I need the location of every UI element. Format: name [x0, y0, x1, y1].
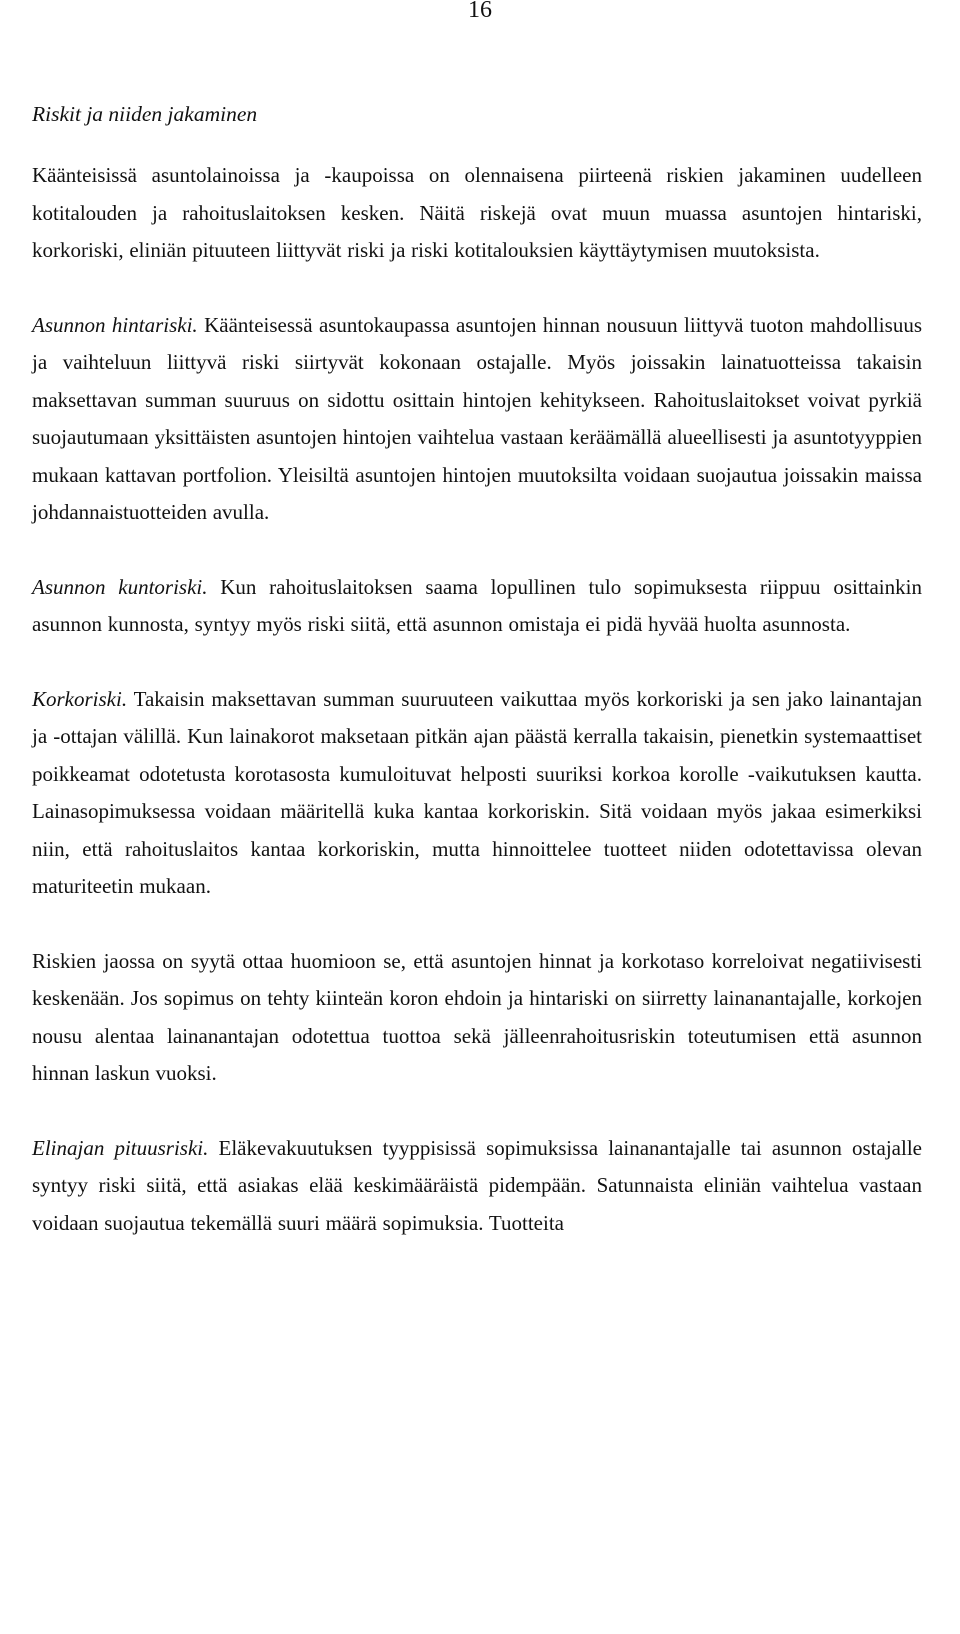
paragraph-korkoriski — [32, 681, 922, 906]
document-body — [32, 96, 922, 1242]
paragraph-lead: Elinajan pituusriski. — [32, 1135, 209, 1160]
paragraph-text: Käänteisessä asuntokaupassa asuntojen hinnan nousuun liittyvä tuoton mahdollisuus ja vaihteluun liittyvä riski siirtyvät kokonaan ostajalle. Myös joissakin lainatuotteissa takaisin maksettavan summan suuruus on sidottu osittain hintojen kehitykseen. Rahoituslaitokset voivat pyrkiä suojautumaan yksittäisten asuntojen hintojen vaihtelua vastaan keräämällä alueellisesti ja asuntotyyppien mukaan kattavan portfolion. Yleisiltä asuntojen hintojen muutoksilta voidaan suojautua joissakin maissa johdannaistuotteiden avulla. — [32, 312, 922, 524]
paragraph-asunnon-kuntoriski — [32, 569, 922, 644]
paragraph-lead: Korkoriski. — [32, 686, 128, 711]
paragraph-lead: Asunnon kuntoriski. — [32, 574, 208, 599]
paragraph-text: Takaisin maksettavan summan suuruuteen vaikuttaa myös korkoriski ja sen jako lainantajan ja -ottajan välillä. Kun lainakorot maksetaan pitkän ajan päästä kerralla takaisin, pienetkin systemaattiset poikkeamat odotetusta korotasosta kumuloituvat helposti suuriksi korkoa korolle -vaikutuksen kautta. Lainasopimuksessa voidaan määritellä kuka kantaa korkoriskin. Sitä voidaan myös jakaa esimerkiksi niin, että rahoituslaitos kantaa korkoriskin, mutta hinnoittelee tuotteet niiden odotettavissa olevan maturiteetin mukaan. — [32, 686, 922, 898]
paragraph-intro — [32, 157, 922, 270]
paragraph-text: Riskien jaossa on syytä ottaa huomioon se, että asuntojen hinnat ja korkotaso korreloivat negatiivisesti keskenään. Jos sopimus on tehty kiinteän koron ehdoin ja hintariski on siirretty lainanantajalle, korkojen nousu alentaa lainanantajan odotettua tuottoa sekä jälleenrahoitusriskin toteutumisen että asunnon hinnan laskun vuoksi. — [32, 948, 922, 1085]
paragraph-elinajan-pituusriski — [32, 1130, 922, 1243]
paragraph-text: Kun rahoituslaitoksen saama lopullinen tulo sopimuksesta riippuu osittainkin asunnon kunnosta, syntyy myös riski siitä, että asunnon omistaja ei pidä hyvää huolta asunnosta. — [32, 574, 922, 636]
paragraph-lead: Asunnon hintariski. — [32, 312, 198, 337]
paragraph-text: Eläkevakuutuksen tyyppisissä sopimuksissa lainanantajalle tai asunnon ostajalle syntyy riski siitä, että asiakas elää keskimääräistä pidempään. Satunnaista eliniän vaihtelua vastaan voidaan suojautua tekemällä suuri määrä sopimuksia. Tuotteita — [32, 1135, 922, 1235]
paragraph-riskien-jaossa — [32, 943, 922, 1093]
paragraph-text: Käänteisissä asuntolainoissa ja -kaupoissa on olennaisena piirteenä riskien jakaminen uudelleen kotitalouden ja rahoituslaitoksen kesken. Näitä riskejä ovat muun muassa asuntojen hintariski, korkoriski, eliniän pituuteen liittyvät riski ja riski kotitalouksien käyttäytymisen muutoksista. — [32, 163, 922, 262]
paragraph-asunnon-hintariski — [32, 307, 922, 532]
section-title: Riskit ja niiden jakaminen — [32, 102, 258, 126]
page-number: 16 — [468, 0, 492, 23]
